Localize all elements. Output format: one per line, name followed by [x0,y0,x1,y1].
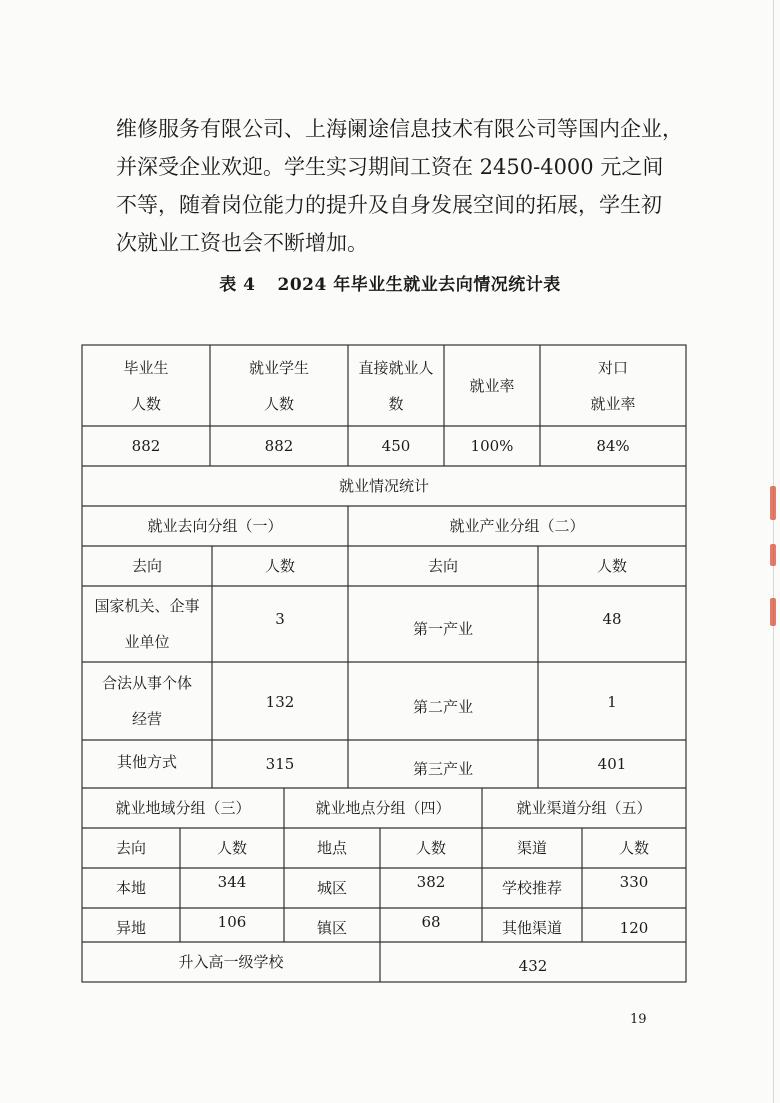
further-study-label: 升入高一级学校 [178,953,284,971]
group1-row-count: 132 [265,693,295,711]
group4-row-label: 城区 [316,879,347,897]
group4-title: 就业地点分组（四） [315,799,451,817]
group1-row-label [82,740,212,784]
group1-row-count: 3 [275,610,285,628]
group2-row-count: 48 [602,610,622,628]
further-study-count: 432 [518,957,548,975]
header-employed-students [210,345,348,426]
label-line: 业单位 [124,633,170,651]
group1-row-label [82,662,212,740]
group5-row-label: 其他渠道 [501,919,562,937]
group5-title: 就业渠道分组（五） [516,799,652,817]
group4-col-b: 人数 [415,839,446,857]
header-line: 就业率 [590,394,636,413]
label-line: 合法从事个体 [101,674,192,692]
table-title: 2024 年毕业生就业去向情况统计表 [277,275,561,295]
group2-row-label: 第三产业 [412,760,473,778]
group3-col-b: 人数 [216,839,247,857]
group4-row-count: 68 [421,913,441,931]
group1-row-count: 315 [265,755,295,773]
group2-col-count: 人数 [596,557,627,575]
group1-title: 就业去向分组（一） [147,517,283,535]
header-line: 人数 [263,394,294,413]
scan-bleed-mark [770,486,776,520]
group1-row-label [82,586,212,662]
group4-row-count: 382 [416,873,446,891]
group2-row-label: 第二产业 [412,698,473,716]
group2-col-dest: 去向 [427,557,458,575]
group2-title: 就业产业分组（二） [449,517,585,535]
group3-title: 就业地域分组（三） [115,799,251,817]
group3-row-count: 344 [217,873,247,891]
group5-col-a: 渠道 [516,839,547,857]
scan-bleed-mark [770,544,776,566]
header-direct-employment [348,345,444,426]
header-matching-rate [540,345,686,426]
group4-col-a: 地点 [316,839,347,857]
label-line: 其他方式 [116,753,177,771]
paragraph-line: 维修服务有限公司、上海阑途信息技术有限公司等国内企业， [116,117,683,141]
label-line: 经营 [131,710,162,728]
header-line: 就业率 [469,376,515,395]
value-direct-employment: 450 [381,437,411,455]
group2-row-count: 401 [597,755,627,773]
header-line: 直接就业人 [358,358,434,377]
label-line: 国家机关、企事 [94,597,200,615]
header-line: 对口 [597,358,628,377]
header-graduates [82,345,210,426]
group5-row-label: 学校推荐 [501,879,562,897]
group3-row-count: 106 [217,913,247,931]
header-line: 数 [388,394,404,413]
group4-row-label: 镇区 [316,919,347,937]
group5-col-b: 人数 [618,839,649,857]
paragraph-line: 次就业工资也会不断增加。 [116,231,368,255]
value-employed-students: 882 [264,437,294,455]
group3-row-label: 异地 [115,919,146,937]
header-line: 人数 [130,394,161,413]
group3-row-label: 本地 [115,879,146,897]
header-employment-rate [444,345,540,426]
page-number: 19 [630,1012,647,1027]
value-graduates: 882 [131,437,161,455]
group2-row-label: 第一产业 [412,620,473,638]
group1-col-dest: 去向 [131,557,162,575]
scan-bleed-mark [770,598,776,626]
section-title: 就业情况统计 [338,477,429,495]
paragraph-line: 并深受企业欢迎。学生实习期间工资在 2450-4000 元之间 [116,155,664,179]
group1-col-count: 人数 [264,557,295,575]
table-number: 表 4 [219,275,256,295]
header-line: 就业学生 [248,358,309,377]
group5-row-count: 330 [619,873,649,891]
header-line: 毕业生 [123,358,169,377]
paragraph-line: 不等，随着岗位能力的提升及自身发展空间的拓展，学生初 [116,193,662,217]
group2-row-count: 1 [607,693,617,711]
value-matching-rate: 84% [596,437,630,455]
group5-row-count: 120 [619,919,649,937]
group3-col-a: 去向 [115,839,146,857]
value-employment-rate: 100% [470,437,514,455]
